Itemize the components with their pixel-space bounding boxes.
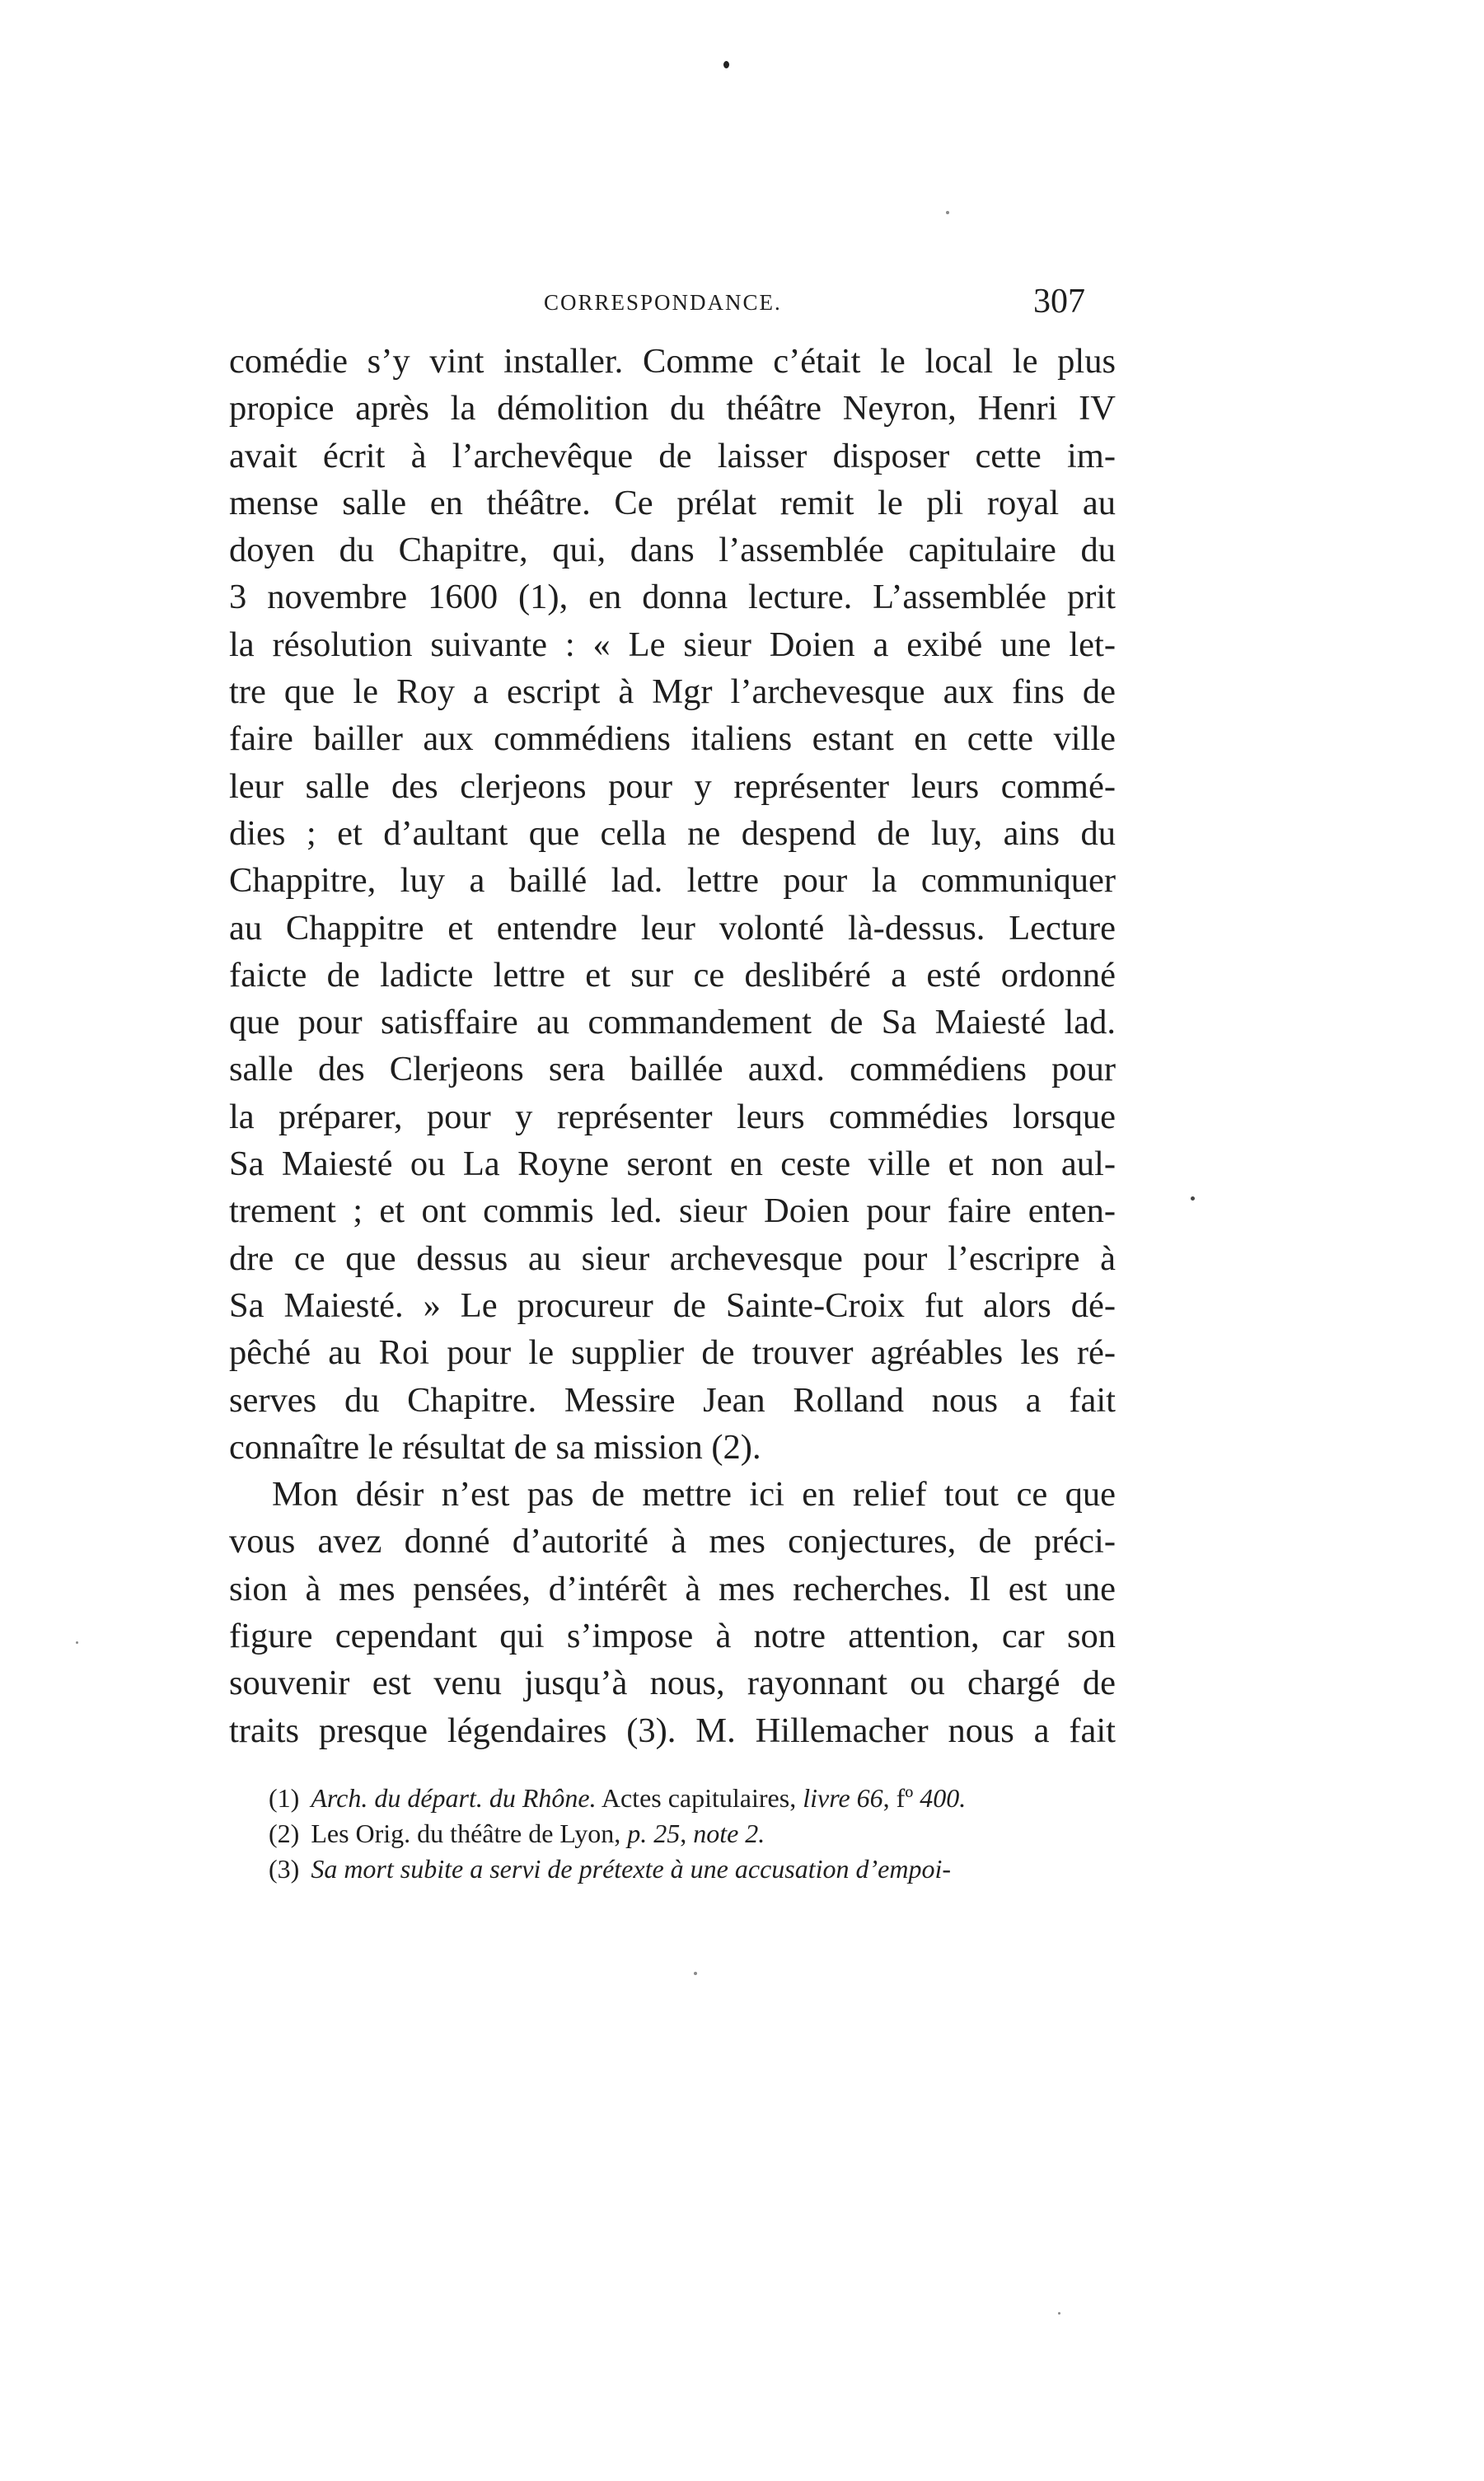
- text-line: Chappitre, luy a baillé lad. lettre pour la communiquer: [229, 861, 1116, 901]
- footnote-label: (1): [269, 1783, 300, 1813]
- text-line: Sa Maiesté. » Le procureur de Sainte-Croix fut alors dé-: [229, 1285, 1116, 1325]
- text-line: avait écrit à l’archevêque de laisser disposer cette im-: [229, 436, 1116, 475]
- footnote-text: Arch. du départ. du Rhône.: [311, 1783, 597, 1813]
- scan-speck: [723, 61, 729, 68]
- footnote-text: note 2.: [693, 1819, 765, 1848]
- text-line: la résolution suivante : « Le sieur Doien a exibé une let-: [229, 625, 1116, 664]
- footnote: [269, 1816, 1117, 1851]
- page-number: 307: [1033, 283, 1085, 321]
- text-line: sion à mes pensées, d’intérêt à mes recherches. Il est une: [229, 1569, 1116, 1608]
- text-line: que pour satisffaire au commandement de Sa Maiesté lad.: [229, 1003, 1116, 1042]
- text-line: vous avez donné d’autorité à mes conjectures, de préci-: [229, 1522, 1116, 1561]
- text-line: traits presque légendaires (3). M. Hillemacher nous a fait: [229, 1711, 1116, 1750]
- page-header: [0, 283, 1484, 326]
- text-line: dies ; et d’aultant que cella ne despend de luy, ains du: [229, 813, 1116, 853]
- scan-speck: [694, 1972, 697, 1975]
- scan-speck: [76, 1641, 78, 1644]
- running-title: CORRESPONDANCE.: [544, 290, 782, 315]
- scan-speck: [1058, 2312, 1060, 2315]
- footnote-label: (2): [269, 1819, 300, 1848]
- footnote-text: Les Orig. du théâtre de Lyon,: [311, 1819, 628, 1848]
- text-line: Mon désir n’est pas de mettre ici en relief tout ce que: [272, 1475, 1116, 1514]
- text-line: connaître le résultat de sa mission (2).: [229, 1427, 761, 1467]
- text-line: leur salle des clerjeons pour y représenter leurs commé-: [229, 766, 1116, 806]
- scan-speck: [946, 211, 949, 214]
- footnotes: [269, 1781, 1117, 1887]
- text-line: tre que le Roy a escript à Mgr l’archevesque aux fins de: [229, 672, 1116, 712]
- footnote-text: Actes capitulaires,: [596, 1783, 803, 1813]
- text-line: faire bailler aux commédiens italiens estant en cette ville: [229, 719, 1116, 759]
- footnote: [269, 1781, 1117, 1816]
- text-line: propice après la démolition du théâtre Neyron, Henri IV: [229, 389, 1116, 428]
- body-text: [229, 338, 1116, 1754]
- footnote-text: p. 25: [627, 1819, 681, 1848]
- text-line: figure cependant qui s’impose à notre attention, car son: [229, 1617, 1116, 1656]
- text-line: dre ce que dessus au sieur archevesque pour l’escripre à: [229, 1238, 1116, 1278]
- text-line: comédie s’y vint installer. Comme c’était le local le plus: [229, 342, 1116, 381]
- footnote-text: , fº: [882, 1783, 920, 1813]
- text-line: pêché au Roi pour le supplier de trouver agréables les ré-: [229, 1333, 1116, 1373]
- footnote-text: 400.: [920, 1783, 967, 1813]
- footnote: [269, 1851, 1117, 1887]
- text-line: la préparer, pour y représenter leurs commédies lorsque: [229, 1097, 1116, 1136]
- text-line: souvenir est venu jusqu’à nous, rayonnant ou chargé de: [229, 1664, 1116, 1703]
- text-line: mense salle en théâtre. Ce prélat remit le pli royal au: [229, 483, 1116, 522]
- text-line: trement ; et ont commis led. sieur Doien pour faire enten-: [229, 1191, 1116, 1231]
- footnote-label: (3): [269, 1854, 300, 1884]
- text-line: doyen du Chapitre, qui, dans l’assemblée capitulaire du: [229, 531, 1116, 570]
- text-line: Sa Maiesté ou La Royne seront en ceste ville et non aul-: [229, 1145, 1116, 1184]
- text-line: 3 novembre 1600 (1), en donna lecture. L’assemblée prit: [229, 578, 1116, 617]
- scan-speck: [1191, 1196, 1195, 1201]
- footnote-text: ,: [680, 1819, 694, 1848]
- text-line: salle des Clerjeons sera baillée auxd. commédiens pour: [229, 1050, 1116, 1089]
- text-line: au Chappitre et entendre leur volonté là-dessus. Lecture: [229, 908, 1116, 948]
- text-line: faicte de ladicte lettre et sur ce deslibéré a esté ordonné: [229, 955, 1116, 995]
- text-line: serves du Chapitre. Messire Jean Rolland nous a fait: [229, 1380, 1116, 1420]
- footnote-text: Sa mort subite a servi de prétexte à une accusation d’empoi-: [311, 1854, 952, 1884]
- footnote-text: livre 66: [803, 1783, 883, 1813]
